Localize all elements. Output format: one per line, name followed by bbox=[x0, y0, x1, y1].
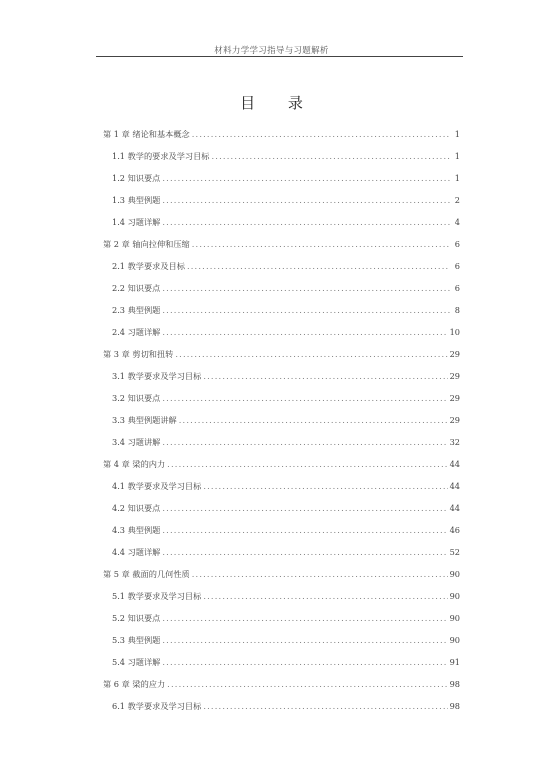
toc-entry-page-number: 52 bbox=[449, 547, 460, 557]
toc-section-entry[interactable] bbox=[103, 255, 460, 277]
toc-chapter-entry[interactable] bbox=[103, 673, 460, 695]
dot-leader bbox=[192, 129, 450, 139]
dot-leader bbox=[162, 503, 447, 513]
toc-entry-page-number: 6 bbox=[454, 261, 460, 271]
dot-leader bbox=[203, 701, 447, 711]
toc-section-entry[interactable] bbox=[103, 497, 460, 519]
toc-entry-page-number: 46 bbox=[449, 525, 460, 535]
toc-section-entry[interactable] bbox=[103, 585, 460, 607]
dot-leader bbox=[162, 547, 447, 557]
dot-leader bbox=[162, 305, 450, 315]
dot-leader bbox=[175, 349, 447, 359]
toc-entry-label: 第 1 章 绪论和基本概念 bbox=[103, 128, 190, 139]
toc-section-entry[interactable] bbox=[103, 299, 460, 321]
toc-entry-page-number: 44 bbox=[449, 481, 460, 491]
toc-entry-label: 3.2 知识要点 bbox=[112, 392, 161, 403]
header-rule bbox=[96, 56, 463, 57]
toc-entry-label: 第 6 章 梁的应力 bbox=[103, 678, 166, 689]
toc-chapter-entry[interactable] bbox=[103, 563, 460, 585]
toc-entry-page-number: 4 bbox=[454, 217, 460, 227]
toc-entry-page-number: 90 bbox=[449, 569, 460, 579]
toc-entry-page-number: 2 bbox=[454, 195, 460, 205]
dot-leader bbox=[162, 635, 447, 645]
toc-section-entry[interactable] bbox=[103, 409, 460, 431]
toc-entry-label: 第 2 章 轴向拉伸和压缩 bbox=[103, 238, 190, 249]
toc-entry-page-number: 29 bbox=[449, 371, 460, 381]
dot-leader bbox=[162, 173, 450, 183]
toc-entry-page-number: 32 bbox=[449, 437, 460, 447]
toc-section-entry[interactable] bbox=[103, 321, 460, 343]
running-header: 材料力学学习指导与习题解析 bbox=[214, 46, 329, 56]
toc-section-entry[interactable] bbox=[103, 519, 460, 541]
dot-leader bbox=[162, 327, 447, 337]
dot-leader bbox=[187, 261, 450, 271]
toc-entry-page-number: 1 bbox=[454, 173, 460, 183]
toc-entry-page-number: 6 bbox=[454, 283, 460, 293]
toc-section-entry[interactable] bbox=[103, 211, 460, 233]
toc-entry-page-number: 98 bbox=[449, 701, 460, 711]
toc-entry-label: 5.4 习题详解 bbox=[112, 656, 161, 667]
toc-entry-page-number: 98 bbox=[449, 679, 460, 689]
toc-entry-page-number: 90 bbox=[449, 613, 460, 623]
dot-leader bbox=[162, 217, 450, 227]
toc-entry-page-number: 44 bbox=[449, 459, 460, 469]
toc-entry-page-number: 90 bbox=[449, 591, 460, 601]
toc-entry-label: 第 5 章 截面的几何性质 bbox=[103, 568, 190, 579]
toc-section-entry[interactable] bbox=[103, 167, 460, 189]
dot-leader bbox=[162, 195, 450, 205]
toc-entry-label: 第 3 章 剪切和扭转 bbox=[103, 348, 174, 359]
dot-leader bbox=[162, 437, 447, 447]
toc-chapter-entry[interactable] bbox=[103, 453, 460, 475]
toc-entry-label: 6.1 教学要求及学习目标 bbox=[112, 700, 202, 711]
toc-entry-page-number: 44 bbox=[449, 503, 460, 513]
toc-entry-page-number: 90 bbox=[449, 635, 460, 645]
dot-leader bbox=[167, 679, 447, 689]
toc-entry-page-number: 6 bbox=[454, 239, 460, 249]
dot-leader bbox=[162, 393, 447, 403]
toc-chapter-entry[interactable] bbox=[103, 343, 460, 365]
toc-entry-label: 3.1 教学要求及学习目标 bbox=[112, 370, 202, 381]
toc-section-entry[interactable] bbox=[103, 365, 460, 387]
toc-entry-page-number: 29 bbox=[449, 349, 460, 359]
toc-entry-label: 1.3 典型例题 bbox=[112, 194, 161, 205]
toc-entry-page-number: 91 bbox=[449, 657, 460, 667]
toc-entry-label: 1.2 知识要点 bbox=[112, 172, 161, 183]
toc-entry-label: 3.3 典型例题讲解 bbox=[112, 414, 177, 425]
toc-entry-label: 5.3 典型例题 bbox=[112, 634, 161, 645]
toc-entry-page-number: 10 bbox=[449, 327, 460, 337]
toc-entry-label: 4.2 知识要点 bbox=[112, 502, 161, 513]
toc-entry-label: 4.1 教学要求及学习目标 bbox=[112, 480, 202, 491]
dot-leader bbox=[167, 459, 447, 469]
toc-section-entry[interactable] bbox=[103, 695, 460, 717]
table-of-contents bbox=[103, 123, 460, 717]
toc-entry-label: 1.4 习题详解 bbox=[112, 216, 161, 227]
dot-leader bbox=[212, 151, 451, 161]
toc-section-entry[interactable] bbox=[103, 431, 460, 453]
toc-entry-page-number: 29 bbox=[449, 393, 460, 403]
dot-leader bbox=[203, 591, 447, 601]
toc-entry-label: 3.4 习题讲解 bbox=[112, 436, 161, 447]
toc-entry-label: 2.1 教学要求及目标 bbox=[112, 260, 185, 271]
toc-chapter-entry[interactable] bbox=[103, 233, 460, 255]
dot-leader bbox=[203, 481, 447, 491]
toc-entry-label: 1.1 教学的要求及学习目标 bbox=[112, 150, 210, 161]
dot-leader bbox=[203, 371, 447, 381]
toc-section-entry[interactable] bbox=[103, 651, 460, 673]
toc-entry-label: 第 4 章 梁的内力 bbox=[103, 458, 166, 469]
toc-section-entry[interactable] bbox=[103, 607, 460, 629]
dot-leader bbox=[162, 525, 447, 535]
dot-leader bbox=[192, 239, 450, 249]
toc-entry-page-number: 1 bbox=[454, 129, 460, 139]
toc-section-entry[interactable] bbox=[103, 387, 460, 409]
toc-entry-label: 5.1 教学要求及学习目标 bbox=[112, 590, 202, 601]
dot-leader bbox=[192, 569, 448, 579]
toc-section-entry[interactable] bbox=[103, 541, 460, 563]
toc-entry-label: 4.3 典型例题 bbox=[112, 524, 161, 535]
toc-entry-label: 2.4 习题详解 bbox=[112, 326, 161, 337]
page-title: 目 录 bbox=[240, 94, 317, 112]
toc-section-entry[interactable] bbox=[103, 145, 460, 167]
toc-section-entry[interactable] bbox=[103, 277, 460, 299]
toc-chapter-entry[interactable] bbox=[103, 123, 460, 145]
toc-entry-page-number: 8 bbox=[454, 305, 460, 315]
toc-entry-label: 5.2 知识要点 bbox=[112, 612, 161, 623]
dot-leader bbox=[179, 415, 448, 425]
toc-entry-label: 4.4 习题详解 bbox=[112, 546, 161, 557]
toc-section-entry[interactable] bbox=[103, 189, 460, 211]
toc-entry-page-number: 1 bbox=[454, 151, 460, 161]
toc-entry-page-number: 29 bbox=[449, 415, 460, 425]
toc-section-entry[interactable] bbox=[103, 475, 460, 497]
dot-leader bbox=[162, 283, 450, 293]
toc-entry-label: 2.3 典型例题 bbox=[112, 304, 161, 315]
toc-entry-label: 2.2 知识要点 bbox=[112, 282, 161, 293]
dot-leader bbox=[162, 613, 447, 623]
dot-leader bbox=[162, 657, 447, 667]
toc-section-entry[interactable] bbox=[103, 629, 460, 651]
